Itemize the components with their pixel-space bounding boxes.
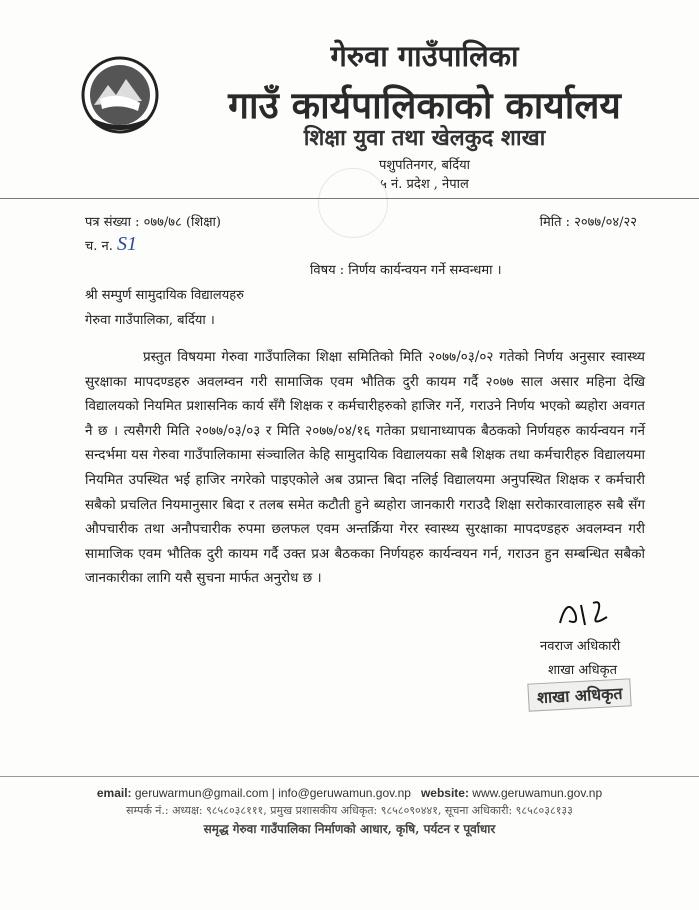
municipality-name: गेरुवा गाउँपालिका	[330, 39, 519, 73]
header-divider	[0, 198, 699, 199]
footer-contact-web	[0, 786, 699, 800]
handwritten-signature	[555, 595, 615, 635]
office-name: गाउँ कार्यपालिकाको कार्यालय	[228, 83, 621, 127]
subject-line: विषय : निर्णय कार्यन्वयन गर्ने सम्वन्धमा ।	[310, 263, 502, 278]
footer-phone-numbers: सम्पर्क नं.: अध्यक्ष: ९८५८०३८१११, प्रमुख प्रशासकीय अधिकृत: ९८५८०९०४४१, सूचना अधिकारी: ९८५८०३८१३३	[126, 804, 573, 817]
signatory-title: शाखा अधिकृत	[548, 663, 618, 678]
branch-name: शिक्षा युवा तथा खेलकुद शाखा	[303, 125, 546, 151]
letter-date: मिति : २०७७/०४/२२	[539, 215, 637, 230]
footer-motto: समृद्ध गेरुवा गाउँपालिका निर्माणको आधार, कृषि, पर्यटन र पूर्वाधार	[203, 822, 496, 836]
official-stamp: शाखा अधिकृत	[527, 678, 632, 711]
email-label: email:	[96, 786, 132, 800]
addressee-line2: गेरुवा गाउँपालिका, बर्दिया ।	[85, 313, 215, 328]
addressee-line1: श्री सम्पुर्ण सामुदायिक विद्यालयहरु	[85, 288, 244, 303]
footer-divider	[0, 776, 699, 777]
website-value: www.geruwamun.gov.np	[472, 786, 603, 800]
email-value: geruwarmun@gmail.com | info@geruwamun.gov.np	[134, 786, 411, 800]
website-label: website:	[420, 786, 469, 800]
dispatch-label: च. न.	[85, 239, 113, 254]
signatory-name: नवराज अधिकारी	[540, 639, 621, 654]
office-seal-watermark	[318, 168, 388, 238]
letter-body: प्रस्तुत विषयमा गेरुवा गाउँपालिका शिक्षा समितिको मिति २०७७/०३/०२ गतेको निर्णय अनुसार स्वास्थ्य सुरक्षाका मापदण्डहरु अवलम्वन गरी सामाजिक एवम भौतिक दुरी कायम गर्दै २०७७ साल असार महिना देखि विद्यालयको नियमित प्रशासनिक कार्य सँगै शिक्षक र कर्मचारीहरुको हाजिर गर्ने, गराउने निर्णय भएको ब्यहोरा अवगत नै छ । त्यसैगरी मिति २०७७/०३/०३ र मिति २०७७/०४/१६ गतेका प्रधानाध्यापक बैठकको निर्णयहरु कार्यन्वयन गर्ने सन्दर्भमा यस गेरुवा गाउँपालिकामा संञ्चालित केहि सामुदायिक विद्यालयका सबै शिक्षक तथा कर्मचारीहरु विद्यालयमा नियमित उपस्थित भई हाजिर नगरेको पाइएकोले अब उप्रान्त बिदा नलिई विद्यालयमा अनुपस्थित शिक्षक र कर्मचारी सबैको प्रचलित नियमानुसार बिदा र तलब समेत कटौती हुने ब्यहोरा जानकारी गराउदै शिक्षा सरोकारवालाहरु सबै सँग औपचारीक तथा अनौपचारीक रुपमा छलफल एवम अन्तर्क्रिया गेरर स्वास्थ्य सुरक्षाका मापदण्डहरु अवलम्वन गरी सामाजिक एवम भौतिक दुरी कायम गर्दै उक्त प्रअ बैठकका निर्णयहरु कार्यन्वयन गर्न, गराउन हुन सम्बन्धित सबैको जानकारीका लागि यसै सुचना मार्फत अनुरोध छ ।	[85, 349, 645, 587]
address-line1: पशुपतिनगर, बर्दिया	[378, 158, 471, 173]
dispatch-value: S1	[117, 233, 138, 255]
dispatch-number	[85, 233, 137, 256]
letter-number: पत्र संख्या : ०७७/७८ (शिक्षा)	[85, 215, 221, 230]
address-line2: ५ नं. प्रदेश , नेपाल	[380, 177, 469, 192]
nepal-emblem-logo	[80, 55, 160, 135]
